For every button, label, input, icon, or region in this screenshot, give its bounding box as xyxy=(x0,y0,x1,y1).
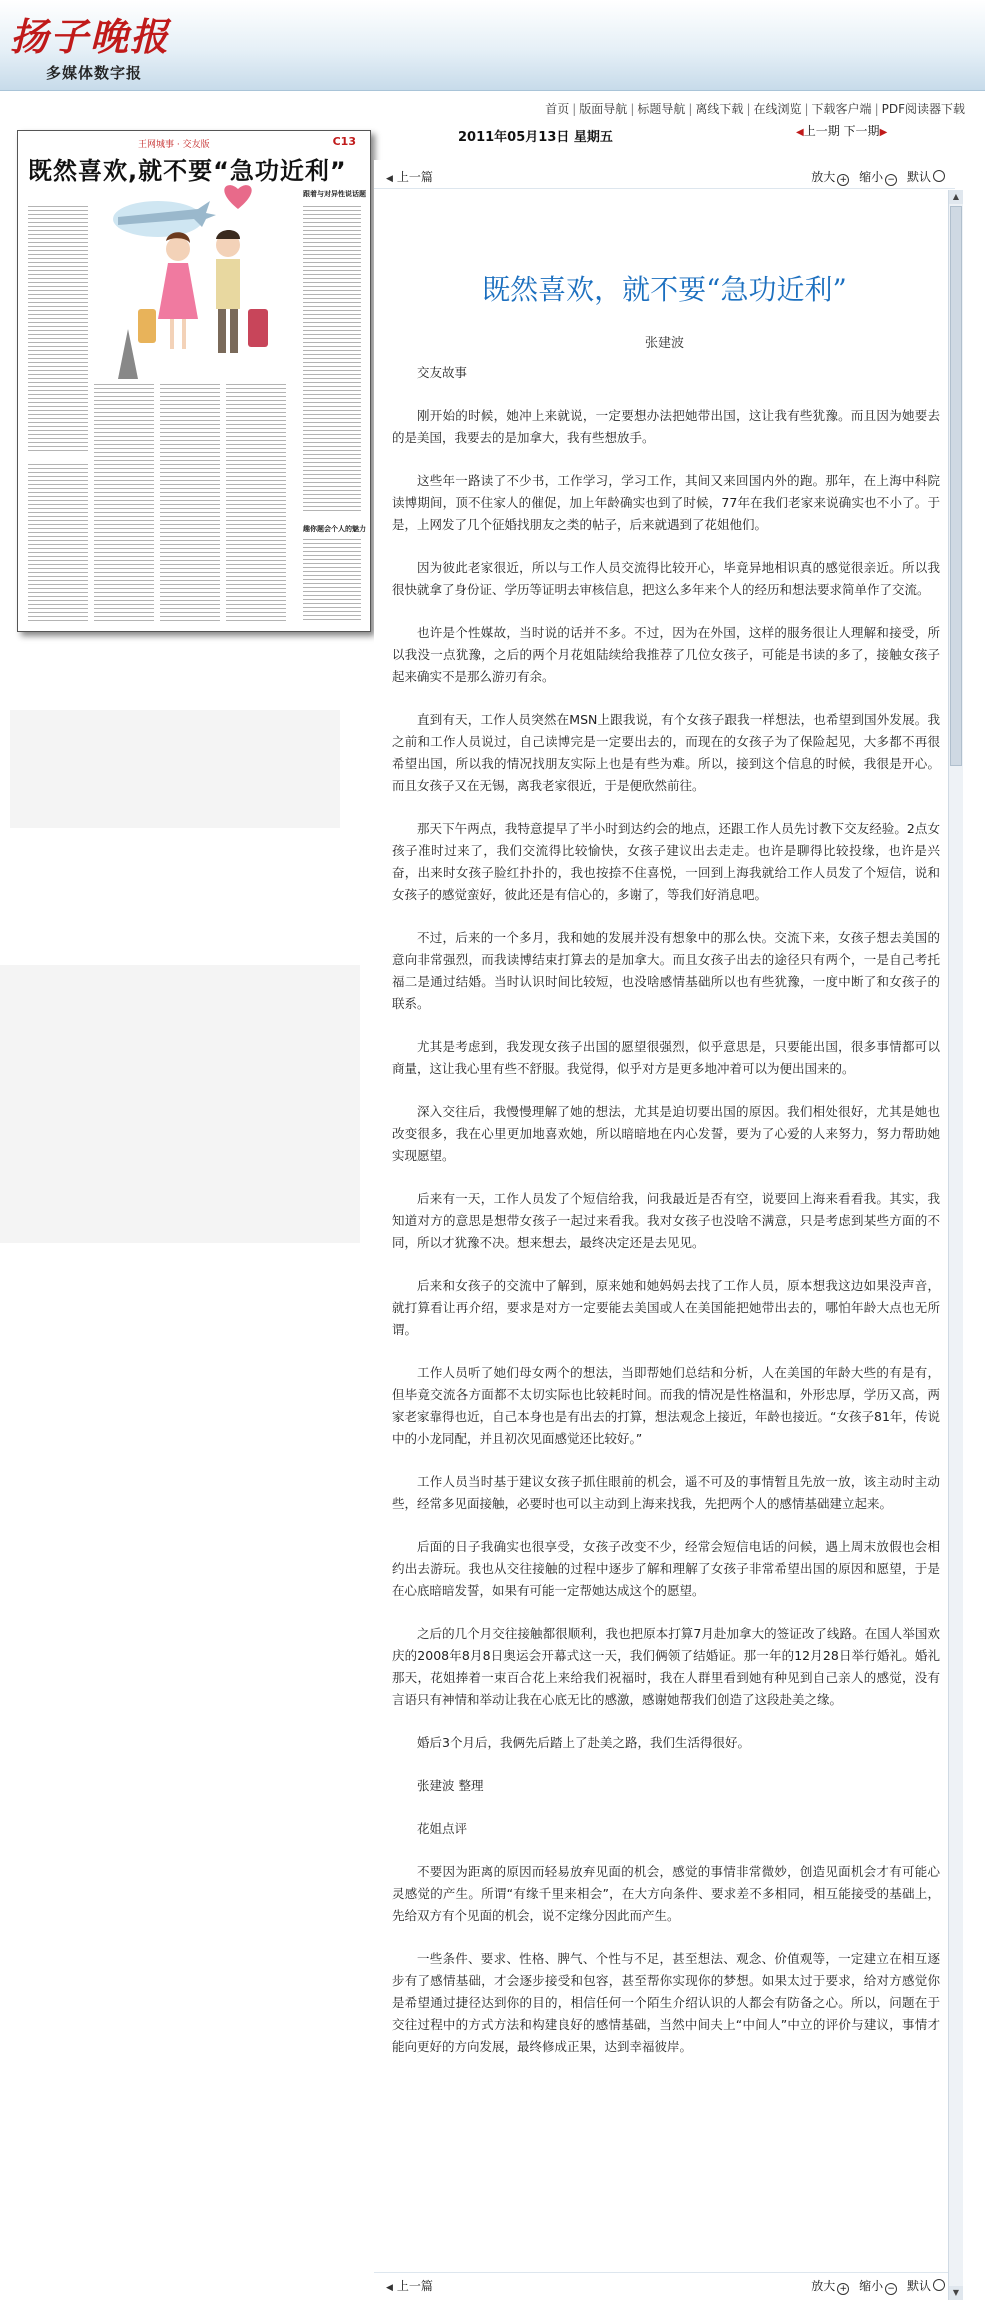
thumbnail-side-title: 趣你题会个人的魅力 xyxy=(303,525,366,533)
article-paragraph: 工作人员听了她们母女两个的想法，当即帮她们总结和分析，人在美国的年龄大些的有是有，但毕竟交流各方面都不太切实际也比较耗时间。而我的情况是性格温和，外形忠厚，学历又高，两家老家靠得也近，自己本身也是有出去的打算，想法观念上接近，年龄也接近。“女孩子81年，传说中的小龙同配，并且初次见面感觉还比较好。” xyxy=(392,1365,940,1446)
page-thumbnail[interactable] xyxy=(17,130,371,632)
article-paragraph: 一些条件、要求、性格、脾气、个性与不足，甚至想法、观念、价值观等，一定建立在相互逐步有了感情基础，才会逐步接受和包容，甚至帮你实现你的梦想。如果太过于要求，给对方感觉你是希望通过捷径达到你的目的，相信任何一个陌生介绍认识的人都会有防备之心。所以，问题在于交往过程中的方式方法和构建良好的感情基础，当然中间夫上“中间人”中立的评价与建议，事情才能向更好的方向发展，最终修成正果，达到幸福彼岸。 xyxy=(392,1951,940,2054)
prev-article-button[interactable] xyxy=(386,168,433,185)
article-toolbar-bottom xyxy=(374,2272,955,2297)
article-title: 既然喜欢，就不要“急功近利” xyxy=(482,273,847,306)
thumbnail-text-column xyxy=(303,536,361,621)
article-paragraph: 后面的日子我确实也很享受，女孩子改变不少，经常会短信电话的问候，遇上周末放假也会相约出去游玩。我也从交往接触的过程中逐步了解和理解了女孩子非常希望出国的原因和愿望，于是在心底暗暗发誓，如果有可能一定帮她达成这个的愿望。 xyxy=(392,1539,940,1598)
zoom-controls xyxy=(805,2277,945,2295)
circle-icon xyxy=(933,2279,945,2291)
nav-separator: | xyxy=(874,102,879,116)
prev-article-button[interactable] xyxy=(386,2277,433,2294)
blank-panel xyxy=(10,710,340,828)
nav-online-browse[interactable]: 在线浏览 xyxy=(753,102,802,116)
zoom-in-button[interactable] xyxy=(811,170,849,184)
article-paragraph: 婚后3个月后，我俩先后踏上了赴美之路，我们生活得很好。 xyxy=(417,1735,750,1750)
thumbnail-text-column xyxy=(160,381,220,621)
zoom-out-label: 缩小 xyxy=(859,170,884,184)
article-paragraph: 交友故事 xyxy=(417,365,468,380)
scroll-down-arrow-icon[interactable]: ▼ xyxy=(949,2286,963,2300)
thumbnail-text-column xyxy=(28,461,88,621)
article-paragraph: 花姐点评 xyxy=(417,1821,468,1836)
article-paragraph: 尤其是考虑到，我发现女孩子出国的愿望很强烈，似乎意思是，只要能出国，很多事情都可以商量，这让我心里有些不舒服。我觉得，似乎对方是更多地冲着可以为便出国来的。 xyxy=(392,1039,940,1076)
zoom-default-label: 默认 xyxy=(906,2279,931,2293)
plus-icon: + xyxy=(837,2283,849,2295)
zoom-out-label: 缩小 xyxy=(859,2279,884,2293)
article-paragraph: 那天下午两点，我特意提早了半小时到达约会的地点，还跟工作人员先讨教下交友经验。2点女孩子准时过来了，我们交流得比较愉快，女孩子建议出去走走。也许是聊得比较投缘，也许是兴奋，出来时女孩子脸红扑扑的，我也按捺不住喜悦，一回到上海我就给工作人员发了个短信，说和女孩子的感觉蛮好，彼此还是有信心的，多谢了，等我们好消息吧。 xyxy=(392,821,940,902)
article-toolbar-top xyxy=(374,164,955,189)
thumbnail-text-column xyxy=(226,381,286,621)
article-paragraph: 后来有一天，工作人员发了个短信给我，问我最近是否有空，说要回上海来看看我。其实，我知道对方的意思是想带女孩子一起过来看我。我对女孩子也没啥不满意，只是考虑到某些方面的不同，所以才犹豫不决。想来想去，最终决定还是去见见。 xyxy=(392,1191,940,1250)
next-issue-link[interactable]: 下一期 xyxy=(843,124,880,138)
article-scrollbar[interactable] xyxy=(948,190,963,2300)
site-subtitle: 多媒体数字报 xyxy=(46,64,143,82)
nav-separator: | xyxy=(688,102,693,116)
article-paragraph: 张建波 整理 xyxy=(417,1778,484,1793)
zoom-in-button[interactable] xyxy=(811,2279,849,2293)
article-paragraph: 不要因为距离的原因而轻易放弃见面的机会，感觉的事情非常微妙，创造见面机会才有可能心灵感觉的产生。所谓“有缘千里来相会”，在大方向条件、要求差不多相同，相互能接受的基础上，先给双方有个见面的机会，说不定缘分因此而产生。 xyxy=(392,1864,940,1923)
article-paragraph: 因为彼此老家很近，所以与工作人员交流得比较开心，毕竟异地相识真的感觉很亲近。所以我很快就拿了身份证、学历等证明去审核信息，把这么多年来个人的经历和想法要求简单作了交流。 xyxy=(392,560,940,597)
thumbnail-text-column xyxy=(94,381,154,621)
article-paragraph: 直到有天，工作人员突然在MSN上跟我说，有个女孩子跟我一样想法，也希望到国外发展。我之前和工作人员说过，自己读博完是一定要出去的，而现在的女孩子为了保险起见，大多都不再很希望出国，所以我的情况找朋友实际上也是有些为难。所以，接到这个信息的时候，我很是开心。而且女孩子又在无锡，离我老家很近，于是便欣然前往。 xyxy=(392,712,940,793)
scroll-up-arrow-icon[interactable]: ▲ xyxy=(949,190,963,204)
thumbnail-section: 王网城事 · 交友版 xyxy=(138,140,210,150)
minus-icon: − xyxy=(885,174,897,186)
article-paragraph: 工作人员当时基于建议女孩子抓住眼前的机会，遥不可及的事情暂且先放一放，该主动时主动些，经常多见面接触，必要时也可以主动到上海来找我，先把两个人的感情基础建立起来。 xyxy=(392,1474,940,1511)
article-author: 张建波 xyxy=(644,336,684,351)
blank-panel xyxy=(0,965,360,1243)
nav-client-download[interactable]: 下载客户端 xyxy=(811,102,872,116)
nav-separator: | xyxy=(746,102,751,116)
nav-home[interactable]: 首页 xyxy=(545,102,570,116)
issue-date: 2011年05月13日 星期五 xyxy=(458,130,613,145)
issue-navigation xyxy=(796,122,887,139)
scroll-thumb[interactable] xyxy=(950,206,962,766)
next-arrow-icon: ▶ xyxy=(879,127,888,138)
zoom-in-label: 放大 xyxy=(811,2279,836,2293)
article-paragraph: 深入交往后，我慢慢理解了她的想法，尤其是迫切要出国的原因。我们相处很好，尤其是她也改变很多，我在心里更加地喜欢她，所以暗暗地在内心发誓，要为了心爱的人来努力，努力帮助她实现愿望。 xyxy=(392,1104,940,1163)
thumbnail-text-column xyxy=(303,203,361,513)
zoom-default-button[interactable] xyxy=(907,2279,945,2293)
thumbnail-headline[interactable]: 既然喜欢,就不要“急功近利” xyxy=(28,157,347,185)
article-paragraph: 之后的几个月交往接触都很顺利，我也把原本打算7月赴加拿大的签证改了线路。在国人举国欢庆的2008年8月8日奥运会开幕式这一天，我们俩领了结婚证。那一年的12月28日举行婚礼。婚礼那天，花姐捧着一束百合花上来给我们祝福时，我在人群里看到她有种见到自己亲人的感觉，没有言语只有神情和举动让我在心底无比的感激，感谢她帮我们创造了这段赴美之缘。 xyxy=(392,1626,940,1707)
zoom-default-button[interactable] xyxy=(907,170,945,184)
minus-icon: − xyxy=(885,2283,897,2295)
thumbnail-banner xyxy=(18,131,370,151)
article-paragraph: 后来和女孩子的交流中了解到，原来她和她妈妈去找了工作人员，原本想我这边如果没声音，就打算看让再介绍，要求是对方一定要能去美国或人在美国能把她带出去的，哪怕年龄大点也无所谓。 xyxy=(392,1278,940,1337)
prev-issue-link[interactable]: 上一期 xyxy=(803,124,840,138)
site-logo[interactable]: 扬子晚报 xyxy=(10,14,171,59)
thumbnail-page-number: C13 xyxy=(332,135,356,148)
article-paragraph: 刚开始的时候，她冲上来就说，一定要想办法把她带出国，这让我有些犹豫。而且因为她要去的是美国，我要去的是加拿大，我有些想放手。 xyxy=(392,408,940,445)
prev-triangle-icon: ◀ xyxy=(386,2283,393,2293)
zoom-out-button[interactable] xyxy=(859,2279,897,2293)
prev-article-label: 上一篇 xyxy=(396,170,433,184)
zoom-in-label: 放大 xyxy=(811,170,836,184)
article-paragraph: 不过，后来的一个多月，我和她的发展并没有想象中的那么快。交流下来，女孩子想去美国的意向非常强烈，而我读博结束打算去的是加拿大。而且女孩子出去的途径只有两个，一是自己考托福二是通过结婚。当时认识时间比较短，也没啥感情基础所以也有些犹豫，一度中断了和女孩子的联系。 xyxy=(392,930,940,1011)
site-header xyxy=(0,0,985,91)
circle-icon xyxy=(933,170,945,182)
couple-illustration-icon xyxy=(98,179,298,379)
nav-offline-download[interactable]: 离线下载 xyxy=(695,102,744,116)
nav-title-nav[interactable]: 标题导航 xyxy=(637,102,686,116)
plus-icon: + xyxy=(837,174,849,186)
nav-separator: | xyxy=(630,102,635,116)
nav-page-nav[interactable]: 版面导航 xyxy=(579,102,628,116)
nav-separator: | xyxy=(804,102,809,116)
prev-article-label: 上一篇 xyxy=(396,2279,433,2293)
zoom-out-button[interactable] xyxy=(859,170,897,184)
nav-pdf-reader[interactable]: PDF阅读器下载 xyxy=(881,102,965,116)
thumbnail-side-title: 跟着与对异性说话题 xyxy=(303,190,366,198)
zoom-controls xyxy=(805,168,945,186)
article-paragraph: 这些年一路读了不少书，工作学习，学习工作，其间又来回国内外的跑。那年，在上海中科院读博期间，顶不住家人的催促，加上年龄确实也到了时候，77年在我们老家来说确实也不小了。于是，上网发了几个征婚找朋友之类的帖子，后来就遇到了花姐他们。 xyxy=(392,473,940,532)
article-panel xyxy=(374,160,955,2300)
prev-triangle-icon: ◀ xyxy=(386,174,393,184)
zoom-default-label: 默认 xyxy=(906,170,931,184)
prev-arrow-icon: ◀ xyxy=(796,127,804,138)
thumbnail-text-column xyxy=(28,203,88,453)
article-paragraph: 也许是个性媒故，当时说的话并不多。不过，因为在外国，这样的服务很让人理解和接受，所以我没一点犹豫，之后的两个月花姐陆续给我推荐了几位女孩子，可能是书读的多了，接触女孩子起来确实不是那么游刃有余。 xyxy=(392,625,940,684)
nav-separator: | xyxy=(572,102,577,116)
article-body xyxy=(392,362,940,2079)
top-navigation xyxy=(545,100,965,117)
